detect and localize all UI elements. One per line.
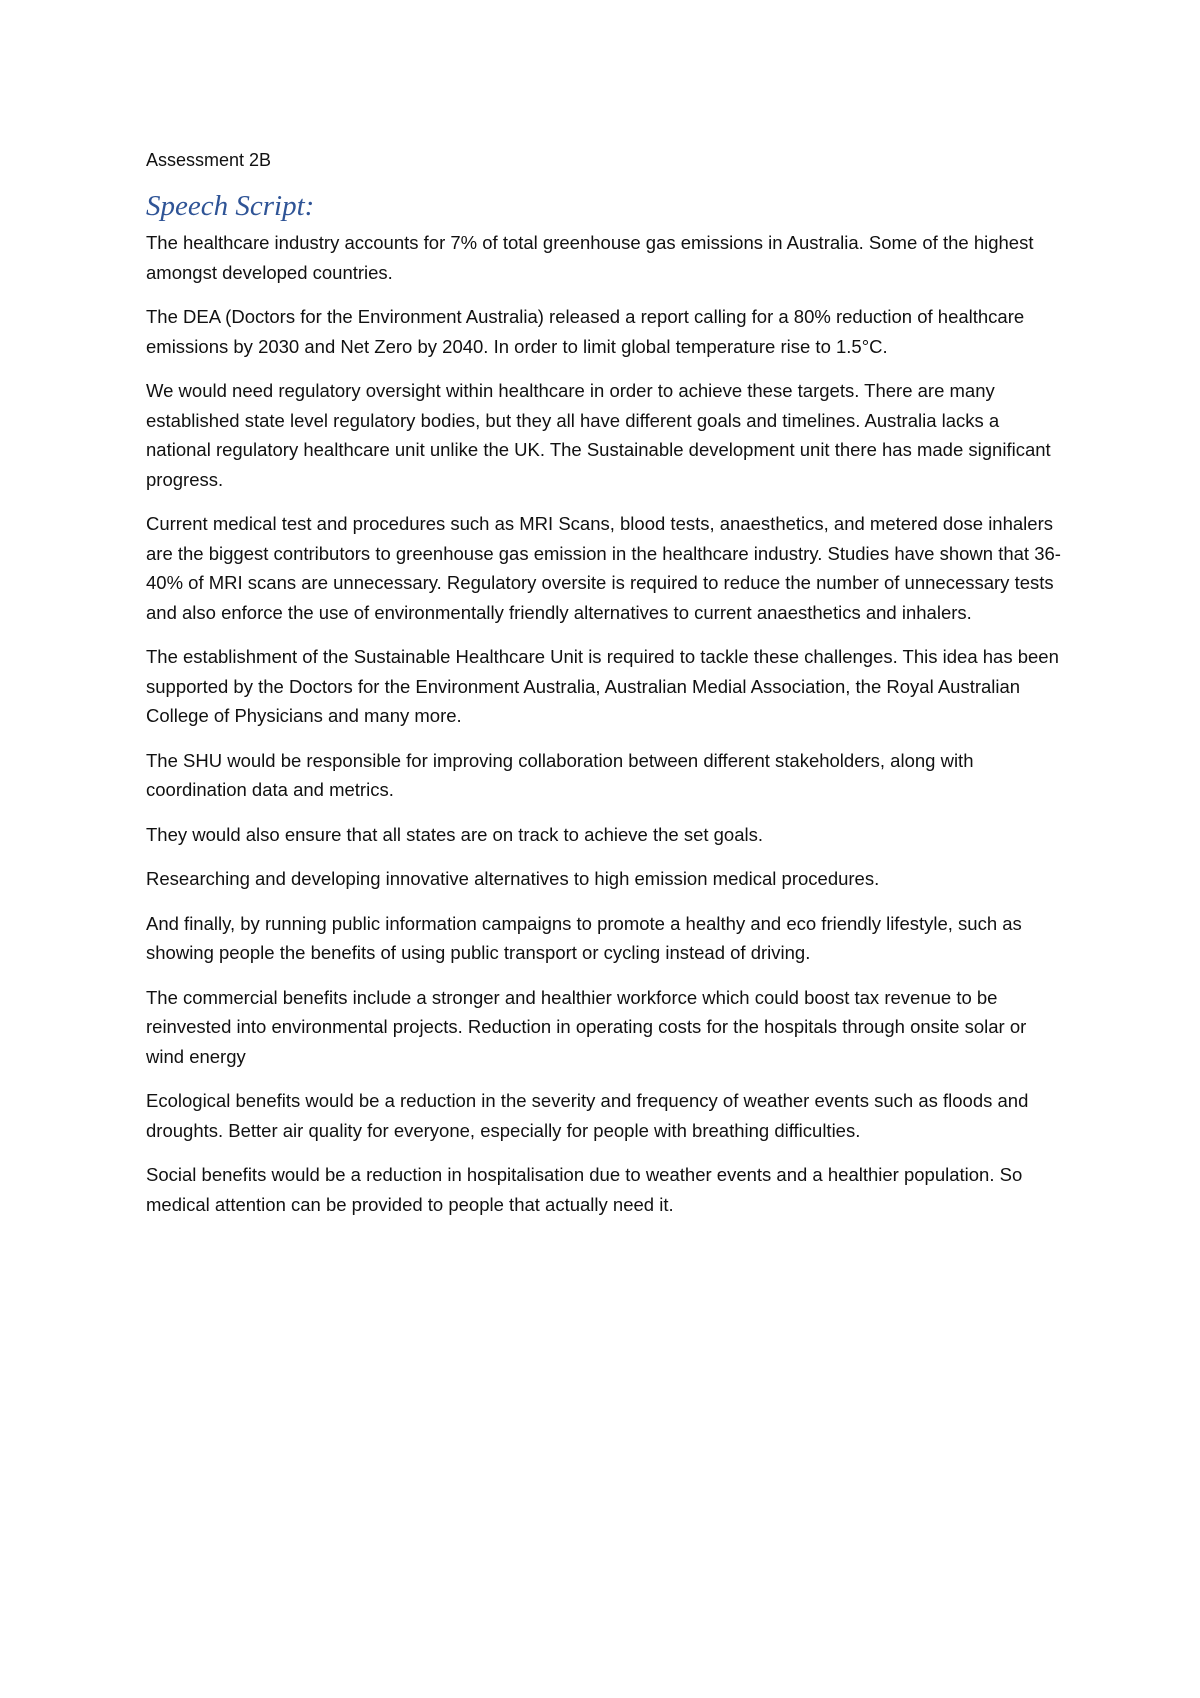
paragraph-7: They would also ensure that all states are on track to achieve the set goals. [146,823,764,845]
paragraph-10: The commercial benefits include a stronger and healthier workforce which could boost tax revenue to be reinvested into environmental projects. Reduction in operating costs for the hospitals through onsite solar or wind energy [146,986,1027,1067]
paragraph-4: Current medical test and procedures such as MRI Scans, blood tests, anaesthetics, and metered dose inhalers are the biggest contributors to greenhouse gas emission in the healthcare industry. Studies have shown that 36-40% of MRI scans are unnecessary. Regulatory oversite is required to reduce the number of unnecessary tests and also enforce the use of environmentally friendly alternatives to current anaesthetics and inhalers. [146,513,1061,623]
paragraph-12: Social benefits would be a reduction in hospitalisation due to weather events and a healthier population. So medical attention can be provided to people that actually need it. [146,1164,1023,1215]
paragraph-8: Researching and developing innovative alternatives to high emission medical procedures. [146,868,880,889]
paragraph-5: The establishment of the Sustainable Healthcare Unit is required to tackle these challenges. This idea has been supported by the Doctors for the Environment Australia, Australian Medial Association, the Royal Australian College of Physicians and many more. [146,646,1059,726]
document-page [146,148,1066,1234]
assessment-label: Assessment 2B [146,150,272,170]
paragraph-9: And finally, by running public information campaigns to promote a healthy and eco friendly lifestyle, such as showing people the benefits of using public transport or cycling instead of driving. [146,912,1022,963]
document-title: Speech Script: [146,190,315,222]
paragraph-1: The healthcare industry accounts for 7% of total greenhouse gas emissions in Australia. Some of the highest amongst developed countries. [146,232,1034,283]
paragraph-3: We would need regulatory oversight within healthcare in order to achieve these targets. There are many established state level regulatory bodies, but they all have different goals and timelines. Australia lacks a national regulatory healthcare unit unlike the UK. The Sustainable development unit there has made significant progress. [146,380,1051,490]
paragraph-11: Ecological benefits would be a reduction in the severity and frequency of weather events such as floods and droughts. Better air quality for everyone, especially for people with breathing difficulties. [146,1090,1029,1141]
paragraph-2: The DEA (Doctors for the Environment Australia) released a report calling for a 80% reduction of healthcare emissions by 2030 and Net Zero by 2040. In order to limit global temperature rise to 1.5°C. [146,306,1025,357]
paragraph-6: The SHU would be responsible for improving collaboration between different stakeholders, along with coordination data and metrics. [146,749,974,800]
